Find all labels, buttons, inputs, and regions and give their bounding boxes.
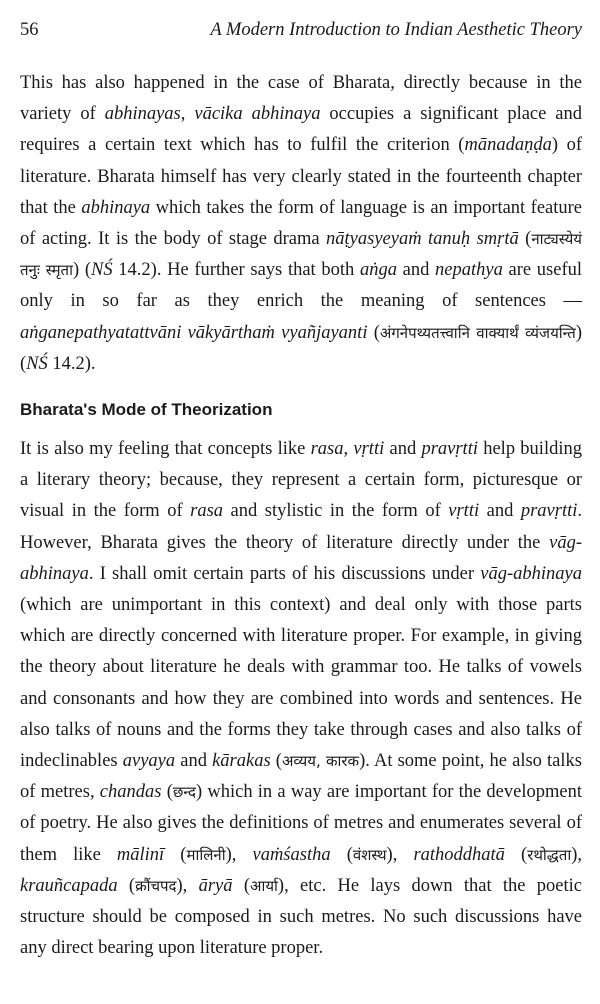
term: rathoddhatā (413, 844, 505, 865)
paragraph-2 (20, 434, 582, 964)
text-run: and (479, 501, 521, 522)
text-run: ( (232, 875, 250, 896)
term: pravṛtti (421, 439, 478, 460)
book-page (20, 18, 582, 964)
paragraph-1 (20, 68, 582, 380)
text-run: ), (176, 875, 199, 896)
term: aṅga (359, 260, 397, 281)
term: rasa (190, 501, 224, 522)
term: vṛtti (353, 439, 385, 460)
text-run: . I shall omit certain parts of his discussions under (88, 563, 481, 584)
term: abhinaya (81, 197, 151, 218)
section-heading: Bharata's Mode of Theorization (20, 400, 273, 420)
term: nāṭyasyeyaṁ tanuḥ smṛtā (326, 229, 519, 250)
text-run: ( (518, 229, 532, 250)
text-run: ) of literature. Bharata himself has very clearly stated in the fourteenth chapter that the (20, 135, 582, 218)
text-run: ( (270, 751, 282, 772)
term: vṛtti (448, 501, 480, 522)
term: vaṁśastha (252, 844, 331, 865)
devanagari-text: आर्या (250, 876, 278, 895)
text-run: . However, Bharata gives the theory of literature directly under the (20, 501, 583, 553)
text-run: occupies a significant place and requires a certain text which has to fulfil the criterion ( (20, 104, 583, 156)
citation-abbrev: NŚ (91, 260, 113, 281)
page-header (20, 18, 582, 42)
text-run: It is also my feeling that concepts like (20, 439, 311, 460)
term: rasa (310, 439, 344, 460)
devanagari-text: छन्द (172, 783, 196, 802)
text-run: ( (117, 875, 136, 896)
devanagari-text: अव्यय, कारक (281, 752, 360, 771)
text-run: and (175, 751, 213, 772)
text-run: and (396, 260, 436, 281)
text-run: ), etc. He lays down that the poetic structure should be composed in such metres. No such discussions have any direct bearing upon literature proper. (20, 875, 582, 959)
term: vāg-abhinaya (480, 563, 582, 584)
term: vācika abhinaya (194, 104, 321, 125)
devanagari-text: क्रौंचपद (135, 876, 177, 895)
text-run: help building a literary theory; because, they represent a certain form, picturesque or visual in the form of (20, 439, 582, 522)
page-number: 56 (20, 20, 39, 40)
devanagari-text: रथोद्धता (527, 845, 572, 864)
text-run: ( (367, 322, 380, 343)
devanagari-text: वंशस्थ (352, 845, 387, 864)
term: abhinayas (104, 104, 181, 125)
text-run: , (180, 104, 195, 125)
text-run: ( (330, 844, 353, 865)
text-run: ), (386, 844, 414, 865)
text-run: , (343, 439, 354, 460)
term: avyaya (122, 751, 176, 772)
term: krauñcapada (20, 875, 118, 896)
text-run: ) ( (20, 322, 582, 374)
text-run: ( (164, 844, 187, 865)
devanagari-text: नाट्यस्येयं तनुः स्मृता (20, 230, 582, 280)
running-title: A Modern Introduction to Indian Aesthetic Theory (210, 20, 582, 40)
text-run: ), (225, 844, 253, 865)
text-run: ), (571, 844, 583, 865)
term: pravṛtti (520, 501, 578, 522)
term: aṅganepathyatattvāni vākyārthaṁ vyañjayanti (20, 322, 368, 343)
text-run: This has also happened in the case of Bharata, directly because in the variety of (20, 73, 582, 125)
term: chandas (99, 782, 162, 803)
term: āryā (198, 875, 233, 896)
devanagari-text: अंगनेपथ्यतत्त्वानि वाक्यार्थं व्यंजयन्ति (379, 323, 576, 342)
text-run: and (384, 439, 422, 460)
text-run: ( (504, 844, 528, 865)
text-run: ). At some point, he also talks of metres, (20, 751, 582, 803)
text-run: ) ( (72, 260, 91, 281)
term: mānadaṇḍa (464, 135, 552, 156)
term: nepathya (435, 260, 503, 281)
term: kārakas (212, 751, 271, 772)
text-run: ) which in a way are important for the development of poetry. He also gives the definitions of metres and enumerates several of them like (20, 782, 582, 865)
text-run: are useful only in so far as they enrich the meaning of sentences — (20, 260, 583, 312)
text-run: ( (161, 782, 173, 803)
text-run: (which are unimportant in this context) and deal only with those parts which are directly concerned with literature proper. For example, in giving the theory about literature he deals with grammar too. He talks of vowels and consonants and how they are combined into words and sentences. He also talks of nouns and the forms they take through cases and also talks of indeclinables (20, 595, 582, 772)
text-run: which takes the form of language is an important feature of acting. It is the body of stage drama (20, 197, 583, 250)
text-run: 14.2). He further says that both (112, 260, 360, 281)
citation-abbrev: NŚ (26, 353, 48, 374)
term: vāg-abhinaya (20, 532, 582, 584)
term: mālinī (116, 844, 165, 865)
devanagari-text: मालिनी (186, 845, 226, 864)
text-run: and stylistic in the form of (223, 501, 449, 522)
text-run: 14.2). (47, 353, 96, 374)
